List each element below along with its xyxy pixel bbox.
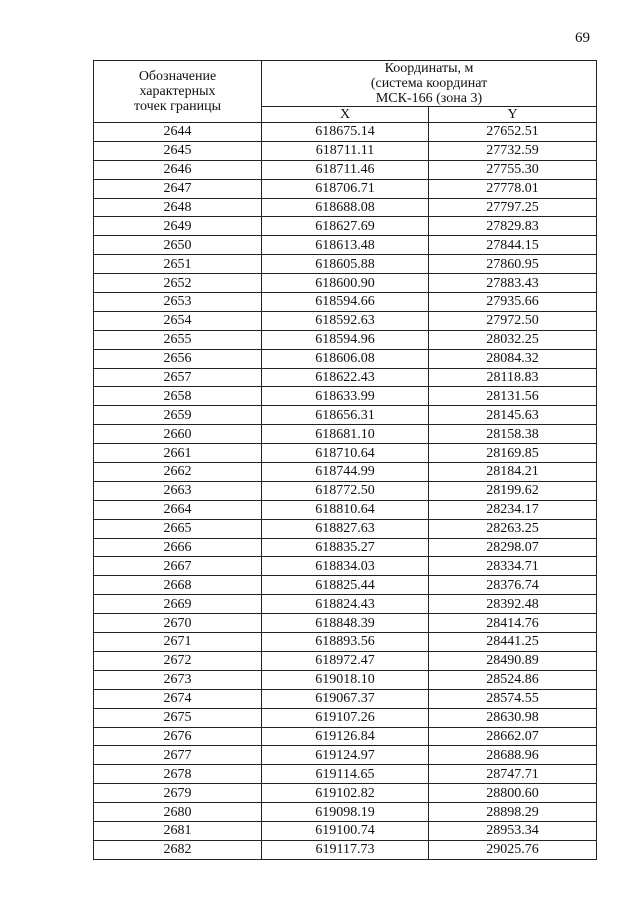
point-id-cell: 2663 [94, 481, 262, 500]
point-id-cell: 2657 [94, 368, 262, 387]
table-row [94, 803, 597, 822]
point-id-cell: 2673 [94, 670, 262, 689]
x-coordinate-cell: 619067.37 [262, 689, 429, 708]
table-row [94, 463, 597, 482]
table-row [94, 840, 597, 859]
point-id-cell: 2669 [94, 595, 262, 614]
y-coordinate-cell: 28630.98 [429, 708, 597, 727]
table-row [94, 387, 597, 406]
x-coordinate-cell: 618675.14 [262, 123, 429, 142]
table-row [94, 821, 597, 840]
x-coordinate-cell: 618656.31 [262, 406, 429, 425]
table-row [94, 123, 597, 142]
x-coordinate-cell: 618810.64 [262, 500, 429, 519]
x-coordinate-cell: 618834.03 [262, 557, 429, 576]
x-coordinate-cell: 618627.69 [262, 217, 429, 236]
y-coordinate-cell: 28574.55 [429, 689, 597, 708]
x-coordinate-cell: 618688.08 [262, 198, 429, 217]
y-coordinate-cell: 27883.43 [429, 274, 597, 293]
y-coordinate-cell: 28334.71 [429, 557, 597, 576]
point-id-cell: 2665 [94, 519, 262, 538]
points-header-line: точек границы [134, 99, 221, 114]
y-coordinate-cell: 28263.25 [429, 519, 597, 538]
point-id-cell: 2645 [94, 141, 262, 160]
x-coordinate-cell: 618594.96 [262, 330, 429, 349]
header-row [94, 61, 597, 107]
point-id-cell: 2680 [94, 803, 262, 822]
x-coordinate-cell: 619124.97 [262, 746, 429, 765]
table-row [94, 179, 597, 198]
table-row [94, 444, 597, 463]
table-row [94, 727, 597, 746]
points-header-line: характерных [139, 84, 216, 99]
y-coordinate-cell: 28145.63 [429, 406, 597, 425]
point-id-cell: 2647 [94, 179, 262, 198]
table-row [94, 519, 597, 538]
x-coordinate-cell: 619117.73 [262, 840, 429, 859]
y-coordinate-cell: 28898.29 [429, 803, 597, 822]
point-id-cell: 2668 [94, 576, 262, 595]
x-coordinate-cell: 619102.82 [262, 784, 429, 803]
table-body [94, 123, 597, 860]
table-row [94, 500, 597, 519]
table-row [94, 330, 597, 349]
table-row [94, 255, 597, 274]
x-coordinate-cell: 618605.88 [262, 255, 429, 274]
y-coordinate-cell: 28953.34 [429, 821, 597, 840]
point-id-cell: 2644 [94, 123, 262, 142]
point-id-cell: 2646 [94, 160, 262, 179]
table-row [94, 425, 597, 444]
y-coordinate-cell: 27778.01 [429, 179, 597, 198]
x-coordinate-cell: 618594.66 [262, 293, 429, 312]
x-coordinate-cell: 618848.39 [262, 614, 429, 633]
point-id-cell: 2666 [94, 538, 262, 557]
coordinates-header-line: МСК-166 (зона 3) [375, 91, 483, 106]
point-id-cell: 2681 [94, 821, 262, 840]
point-id-cell: 2662 [94, 463, 262, 482]
table-row [94, 746, 597, 765]
y-coordinate-cell: 27844.15 [429, 236, 597, 255]
point-id-cell: 2649 [94, 217, 262, 236]
point-id-cell: 2650 [94, 236, 262, 255]
table-row [94, 651, 597, 670]
table-row [94, 765, 597, 784]
x-coordinate-cell: 618606.08 [262, 349, 429, 368]
table-row [94, 141, 597, 160]
point-id-cell: 2654 [94, 311, 262, 330]
y-coordinate-cell: 27829.83 [429, 217, 597, 236]
y-coordinate-cell: 28118.83 [429, 368, 597, 387]
y-coordinate-cell: 27935.66 [429, 293, 597, 312]
y-coordinate-cell: 28298.07 [429, 538, 597, 557]
x-coordinate-cell: 618772.50 [262, 481, 429, 500]
table-row [94, 614, 597, 633]
x-coordinate-cell: 618710.64 [262, 444, 429, 463]
table-row [94, 481, 597, 500]
x-coordinate-cell: 618706.71 [262, 179, 429, 198]
coordinates-header-line: Координаты, м [384, 61, 474, 76]
x-coordinate-cell: 619100.74 [262, 821, 429, 840]
x-coordinate-cell: 619114.65 [262, 765, 429, 784]
x-coordinate-cell: 618711.11 [262, 141, 429, 160]
point-id-cell: 2656 [94, 349, 262, 368]
y-coordinate-cell: 28688.96 [429, 746, 597, 765]
point-id-cell: 2675 [94, 708, 262, 727]
x-coordinate-cell: 618613.48 [262, 236, 429, 255]
y-coordinate-cell: 27972.50 [429, 311, 597, 330]
x-coordinate-cell: 618592.63 [262, 311, 429, 330]
point-id-cell: 2660 [94, 425, 262, 444]
x-coordinate-cell: 618824.43 [262, 595, 429, 614]
coordinates-header-line: (система координат [370, 76, 488, 91]
axis-y-header: Y [429, 107, 597, 123]
point-id-cell: 2670 [94, 614, 262, 633]
point-id-cell: 2658 [94, 387, 262, 406]
point-id-cell: 2671 [94, 633, 262, 652]
table-row [94, 160, 597, 179]
x-coordinate-cell: 618893.56 [262, 633, 429, 652]
y-coordinate-cell: 28131.56 [429, 387, 597, 406]
x-coordinate-cell: 619107.26 [262, 708, 429, 727]
points-header-line: Обозначение [138, 69, 217, 84]
y-coordinate-cell: 28234.17 [429, 500, 597, 519]
y-coordinate-cell: 28184.21 [429, 463, 597, 482]
x-coordinate-cell: 619018.10 [262, 670, 429, 689]
point-id-cell: 2677 [94, 746, 262, 765]
x-coordinate-cell: 618711.46 [262, 160, 429, 179]
coordinates-table [93, 60, 597, 860]
x-coordinate-cell: 618600.90 [262, 274, 429, 293]
y-coordinate-cell: 27860.95 [429, 255, 597, 274]
y-coordinate-cell: 28376.74 [429, 576, 597, 595]
y-coordinate-cell: 28747.71 [429, 765, 597, 784]
points-header [94, 61, 262, 123]
table-row [94, 633, 597, 652]
y-coordinate-cell: 28158.38 [429, 425, 597, 444]
x-coordinate-cell: 618825.44 [262, 576, 429, 595]
table-row [94, 274, 597, 293]
x-coordinate-cell: 618744.99 [262, 463, 429, 482]
point-id-cell: 2674 [94, 689, 262, 708]
table-row [94, 708, 597, 727]
table-row [94, 406, 597, 425]
x-coordinate-cell: 618972.47 [262, 651, 429, 670]
point-id-cell: 2678 [94, 765, 262, 784]
table-row [94, 368, 597, 387]
y-coordinate-cell: 27755.30 [429, 160, 597, 179]
point-id-cell: 2655 [94, 330, 262, 349]
x-coordinate-cell: 618681.10 [262, 425, 429, 444]
point-id-cell: 2652 [94, 274, 262, 293]
y-coordinate-cell: 28524.86 [429, 670, 597, 689]
y-coordinate-cell: 28800.60 [429, 784, 597, 803]
point-id-cell: 2682 [94, 840, 262, 859]
y-coordinate-cell: 29025.76 [429, 840, 597, 859]
x-coordinate-cell: 618622.43 [262, 368, 429, 387]
axis-x-header: X [262, 107, 429, 123]
x-coordinate-cell: 619098.19 [262, 803, 429, 822]
y-coordinate-cell: 28414.76 [429, 614, 597, 633]
y-coordinate-cell: 28199.62 [429, 481, 597, 500]
table-row [94, 557, 597, 576]
x-coordinate-cell: 618633.99 [262, 387, 429, 406]
point-id-cell: 2679 [94, 784, 262, 803]
table-row [94, 236, 597, 255]
table-row [94, 349, 597, 368]
point-id-cell: 2653 [94, 293, 262, 312]
table-row [94, 311, 597, 330]
y-coordinate-cell: 28169.85 [429, 444, 597, 463]
point-id-cell: 2659 [94, 406, 262, 425]
y-coordinate-cell: 28662.07 [429, 727, 597, 746]
table-row [94, 784, 597, 803]
x-coordinate-cell: 618827.63 [262, 519, 429, 538]
y-coordinate-cell: 27652.51 [429, 123, 597, 142]
y-coordinate-cell: 28392.48 [429, 595, 597, 614]
x-coordinate-cell: 618835.27 [262, 538, 429, 557]
point-id-cell: 2664 [94, 500, 262, 519]
page-number: 69 [575, 30, 590, 46]
point-id-cell: 2667 [94, 557, 262, 576]
table-row [94, 538, 597, 557]
y-coordinate-cell: 27797.25 [429, 198, 597, 217]
y-coordinate-cell: 28032.25 [429, 330, 597, 349]
point-id-cell: 2672 [94, 651, 262, 670]
point-id-cell: 2676 [94, 727, 262, 746]
table-row [94, 217, 597, 236]
y-coordinate-cell: 27732.59 [429, 141, 597, 160]
coordinates-header [262, 61, 597, 107]
point-id-cell: 2648 [94, 198, 262, 217]
y-coordinate-cell: 28490.89 [429, 651, 597, 670]
table-row [94, 198, 597, 217]
table-row [94, 595, 597, 614]
table-row [94, 576, 597, 595]
point-id-cell: 2651 [94, 255, 262, 274]
y-coordinate-cell: 28441.25 [429, 633, 597, 652]
point-id-cell: 2661 [94, 444, 262, 463]
y-coordinate-cell: 28084.32 [429, 349, 597, 368]
table-row [94, 670, 597, 689]
table-row [94, 689, 597, 708]
x-coordinate-cell: 619126.84 [262, 727, 429, 746]
table-row [94, 293, 597, 312]
